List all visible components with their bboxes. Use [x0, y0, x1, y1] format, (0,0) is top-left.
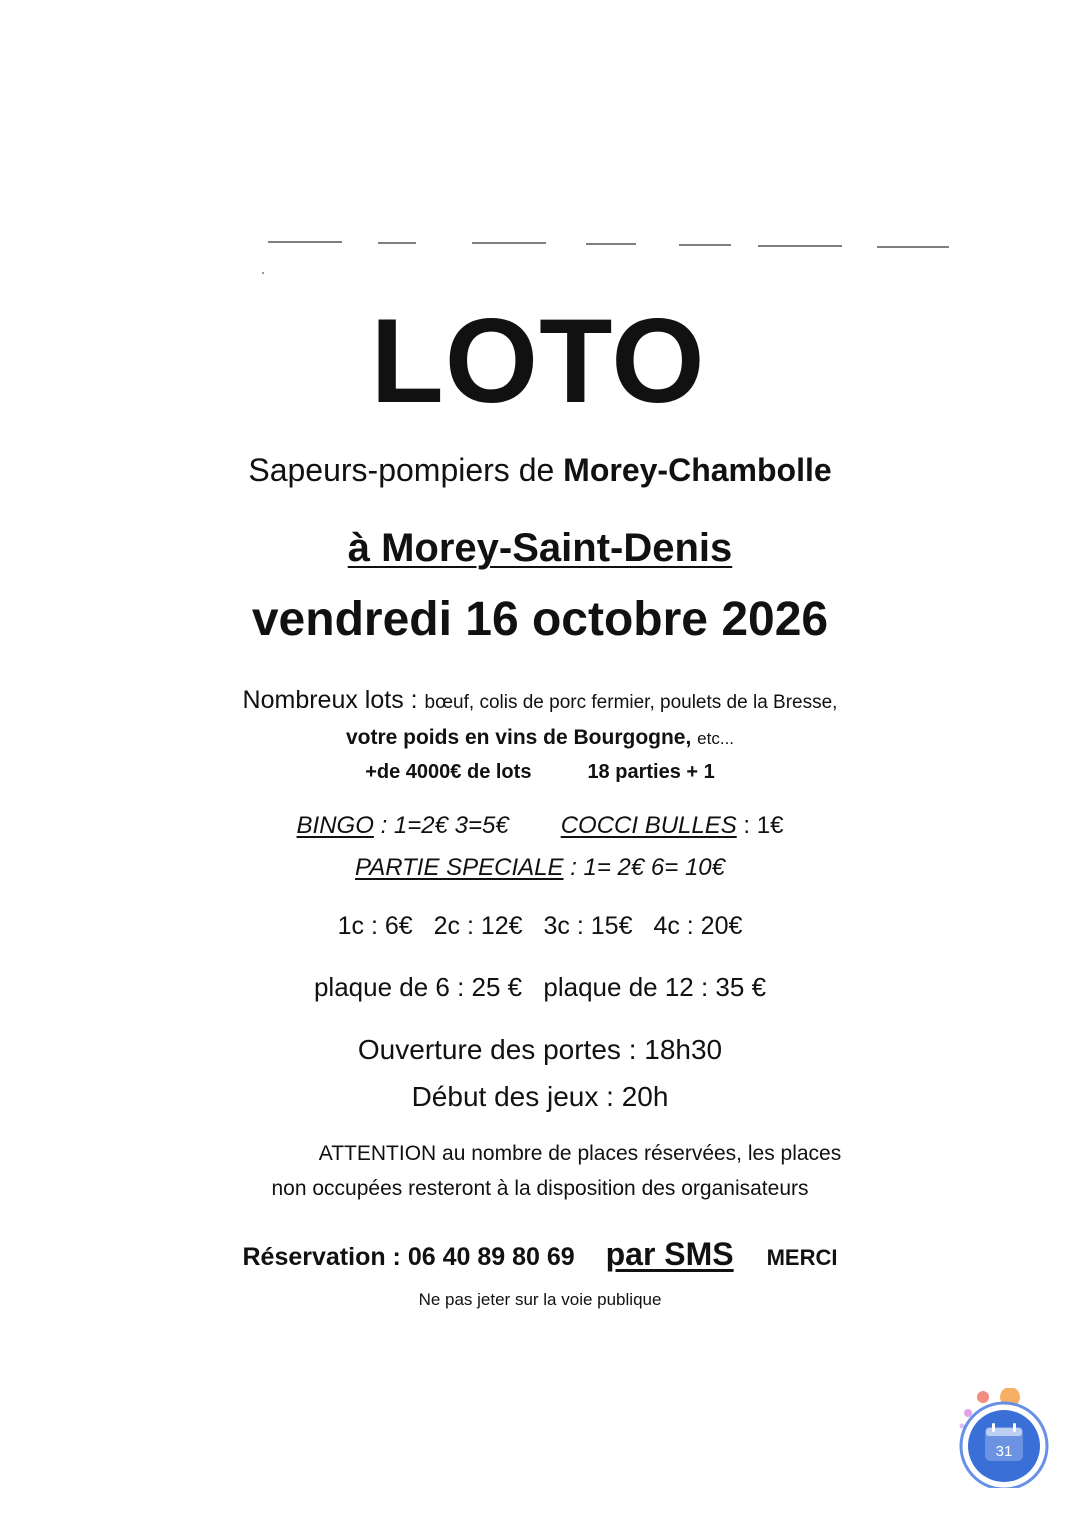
- bingo-prices: : 1=2€ 3=5€: [380, 812, 509, 839]
- lots-items-1: bœuf, colis de porc fermier, poulets de la Bresse,: [424, 692, 838, 713]
- lots-items-2-rest: etc...: [697, 729, 735, 748]
- doors-opening: Ouverture des portes : 18h30: [357, 1034, 723, 1065]
- cocci-label: COCCI BULLES: [560, 812, 737, 839]
- calendar-icon[interactable]: [954, 1388, 1054, 1488]
- reservation-phone: Réservation : 06 40 89 80 69: [242, 1243, 575, 1271]
- scan-line-5: [679, 244, 731, 246]
- reservation-line: [0, 1236, 1080, 1273]
- games-start: Début des jeux : 20h: [411, 1081, 669, 1112]
- lots-label: Nombreux lots :: [242, 686, 418, 714]
- scan-line-6: [758, 245, 842, 247]
- card-prices: [0, 912, 1080, 941]
- card-price-1: 1c : 6€: [337, 912, 413, 940]
- prices-line-2: [0, 854, 1080, 882]
- footer-note: Ne pas jeter sur la voie publique: [418, 1290, 662, 1309]
- attention-line-2: non occupées resteront à la disposition des organisateurs: [271, 1177, 809, 1200]
- lots-line-2: [0, 726, 1080, 750]
- card-price-4: 4c : 20€: [653, 912, 743, 940]
- organizer-line: [0, 452, 1080, 489]
- lots-parties: 18 parties + 1: [587, 761, 715, 783]
- card-price-2: 2c : 12€: [433, 912, 523, 940]
- scan-line-1: [268, 241, 342, 243]
- venue-text: à Morey-Saint-Denis: [347, 526, 733, 570]
- scan-line-2: [378, 242, 416, 244]
- lots-line-3: [0, 761, 1080, 784]
- lots-total: +de 4000€ de lots: [365, 761, 532, 783]
- plaque-12-price: plaque de 12 : 35 €: [543, 972, 767, 1002]
- bingo-label: BINGO: [296, 812, 374, 839]
- speciale-label: PARTIE SPECIALE: [354, 854, 564, 881]
- organizer-prefix: Sapeurs-pompiers de: [248, 452, 555, 488]
- scan-line-3: [472, 242, 546, 244]
- plaque-6-price: plaque de 6 : 25 €: [313, 972, 523, 1002]
- organizer-name: Morey-Chambolle: [563, 452, 832, 488]
- reservation-method: par SMS: [605, 1236, 734, 1272]
- prices-line-1: [0, 812, 1080, 840]
- scan-speck: [262, 272, 264, 274]
- plaque-prices: [0, 972, 1080, 1003]
- attention-line-1: ATTENTION au nombre de places réservées, les places: [318, 1142, 842, 1165]
- venue-line: [0, 526, 1080, 571]
- card-price-3: 3c : 15€: [543, 912, 633, 940]
- calendar-day: 31: [995, 1443, 1013, 1460]
- speciale-prices: : 1= 2€ 6= 10€: [570, 854, 725, 881]
- page-title: LOTO: [370, 294, 706, 428]
- scan-line-7: [877, 246, 949, 248]
- event-date: vendredi 16 octobre 2026: [251, 593, 829, 646]
- cocci-price: : 1€: [743, 812, 784, 839]
- lots-items-2-bold: votre poids en vins de Bourgogne,: [345, 726, 692, 749]
- scan-line-4: [586, 243, 636, 245]
- lots-line-1: [0, 686, 1080, 715]
- reservation-thanks: MERCI: [766, 1245, 838, 1270]
